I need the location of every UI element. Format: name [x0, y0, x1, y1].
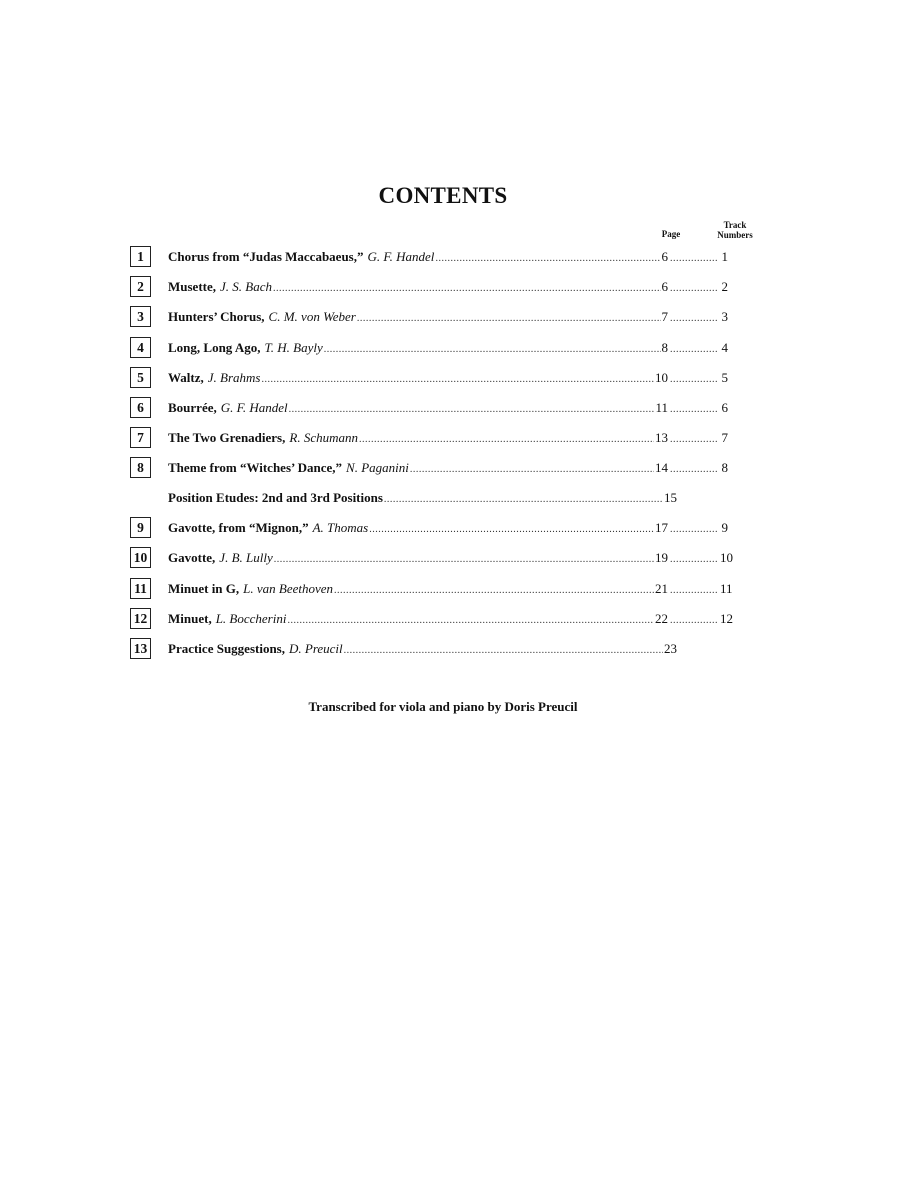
- dot-leader: [670, 585, 718, 596]
- dot-leader: [324, 344, 661, 355]
- track-number-box: 1: [130, 246, 151, 267]
- entry-line: [168, 611, 733, 627]
- track-number: 10: [720, 550, 733, 565]
- track-number: 9: [721, 520, 728, 535]
- track-number: 4: [721, 340, 728, 355]
- piece-title: Minuet,: [168, 611, 212, 626]
- dot-leader: [670, 615, 718, 626]
- composer-name: J. Brahms: [207, 370, 261, 385]
- piece-title: Chorus from “Judas Maccabaeus,”: [168, 249, 364, 264]
- track-column-header: Track Numbers: [717, 220, 753, 240]
- entry-line: [168, 641, 677, 657]
- track-number-box: 8: [130, 457, 151, 478]
- page-number: 21: [655, 581, 668, 596]
- composer-name: J. B. Lully: [219, 550, 273, 565]
- dot-leader: [670, 434, 718, 445]
- track-number: 7: [721, 430, 728, 445]
- entry-line: [168, 340, 728, 356]
- entry-line: [168, 460, 728, 476]
- entry-line: [168, 309, 728, 325]
- piece-title: Practice Suggestions,: [168, 641, 285, 656]
- dot-leader: [670, 253, 718, 264]
- entry-line: [168, 279, 728, 295]
- track-number-box: 12: [130, 608, 151, 629]
- piece-title: Theme from “Witches’ Dance,”: [168, 460, 343, 475]
- dot-leader: [359, 434, 654, 445]
- entry-line: [168, 400, 728, 416]
- toc-entry: [0, 638, 900, 662]
- page-number: 11: [655, 400, 668, 415]
- page-number: 19: [655, 550, 668, 565]
- piece-title: Minuet in G,: [168, 581, 240, 596]
- piece-title: Bourrée,: [168, 400, 217, 415]
- composer-name: N. Paganini: [346, 460, 409, 475]
- page-number: 6: [661, 279, 668, 294]
- entry-line: [168, 249, 728, 265]
- entry-line: [168, 370, 728, 386]
- toc-entry: [0, 427, 900, 451]
- transcription-credit: Transcribed for viola and piano by Doris Preucil: [308, 699, 578, 714]
- dot-leader: [357, 313, 661, 324]
- toc-entry: [0, 517, 900, 541]
- track-number: 11: [720, 581, 733, 596]
- track-number: 2: [721, 279, 728, 294]
- page-number: 8: [661, 340, 668, 355]
- page-number: 15: [664, 490, 677, 505]
- dot-leader: [344, 645, 663, 656]
- composer-name: L. van Beethoven: [243, 581, 334, 596]
- piece-title: Long, Long Ago,: [168, 340, 261, 355]
- dot-leader: [274, 554, 654, 565]
- page-number: 7: [661, 309, 668, 324]
- composer-name: J. S. Bach: [220, 279, 272, 294]
- piece-title: The Two Grenadiers,: [168, 430, 286, 445]
- dot-leader: [410, 464, 654, 475]
- track-number-box: 2: [130, 276, 151, 297]
- composer-name: D. Preucil: [288, 641, 343, 656]
- composer-name: G. F. Handel: [220, 400, 288, 415]
- toc-entry: [0, 397, 900, 421]
- track-number-box: 5: [130, 367, 151, 388]
- page-number: 13: [655, 430, 668, 445]
- track-number: 6: [721, 400, 728, 415]
- dot-leader: [670, 554, 718, 565]
- toc-entry: [0, 367, 900, 391]
- composer-name: G. F. Handel: [367, 249, 435, 264]
- dot-leader: [670, 374, 718, 385]
- page-number: 22: [655, 611, 668, 626]
- dot-leader: [670, 404, 718, 415]
- composer-name: C. M. von Weber: [268, 309, 356, 324]
- page-number: 17: [655, 520, 668, 535]
- dot-leader: [670, 283, 718, 294]
- track-number: 12: [720, 611, 733, 626]
- track-number-box: 11: [130, 578, 151, 599]
- composer-name: T. H. Bayly: [264, 340, 323, 355]
- composer-name: R. Schumann: [289, 430, 358, 445]
- dot-leader: [261, 374, 654, 385]
- entry-line: [168, 490, 677, 506]
- track-number-box: 7: [130, 427, 151, 448]
- track-number-box: 6: [130, 397, 151, 418]
- dot-leader: [670, 464, 718, 475]
- dot-leader: [273, 283, 661, 294]
- track-number: 8: [721, 460, 728, 475]
- track-number-box: 13: [130, 638, 151, 659]
- piece-title: Musette,: [168, 279, 217, 294]
- toc-entry: [0, 306, 900, 330]
- page-number: 23: [664, 641, 677, 656]
- entry-line: [168, 550, 733, 566]
- entry-line: [168, 520, 728, 536]
- track-number-box: 3: [130, 306, 151, 327]
- dot-leader: [670, 344, 718, 355]
- toc-entry: [0, 578, 900, 602]
- entry-line: [168, 581, 733, 597]
- page-title: CONTENTS: [378, 183, 508, 208]
- piece-title: Hunters’ Chorus,: [168, 309, 265, 324]
- page-column-header: Page: [661, 229, 681, 239]
- page-number: 10: [655, 370, 668, 385]
- track-number: 5: [721, 370, 728, 385]
- track-number-box: 9: [130, 517, 151, 538]
- toc-entry: [0, 457, 900, 481]
- piece-title: Gavotte,: [168, 550, 216, 565]
- track-number-box: 10: [130, 547, 151, 568]
- dot-leader: [384, 494, 663, 505]
- track-number: 3: [721, 309, 728, 324]
- piece-title: Gavotte, from “Mignon,”: [168, 520, 309, 535]
- toc-entry: [0, 276, 900, 300]
- dot-leader: [369, 524, 654, 535]
- page-number: 14: [655, 460, 668, 475]
- track-number: 1: [721, 249, 728, 264]
- composer-name: L. Boccherini: [215, 611, 287, 626]
- dot-leader: [287, 615, 654, 626]
- dot-leader: [334, 585, 654, 596]
- track-number-box: 4: [130, 337, 151, 358]
- dot-leader: [289, 404, 655, 415]
- piece-title: Position Etudes: 2nd and 3rd Positions: [168, 490, 383, 505]
- toc-entry: [0, 337, 900, 361]
- toc-entry: [0, 246, 900, 270]
- dot-leader: [670, 313, 718, 324]
- piece-title: Waltz,: [168, 370, 204, 385]
- dot-leader: [435, 253, 660, 264]
- composer-name: A. Thomas: [312, 520, 369, 535]
- page-number: 6: [661, 249, 668, 264]
- toc-entry: [0, 487, 900, 511]
- dot-leader: [670, 524, 718, 535]
- toc-entry: [0, 608, 900, 632]
- entry-line: [168, 430, 728, 446]
- toc-entry: [0, 547, 900, 571]
